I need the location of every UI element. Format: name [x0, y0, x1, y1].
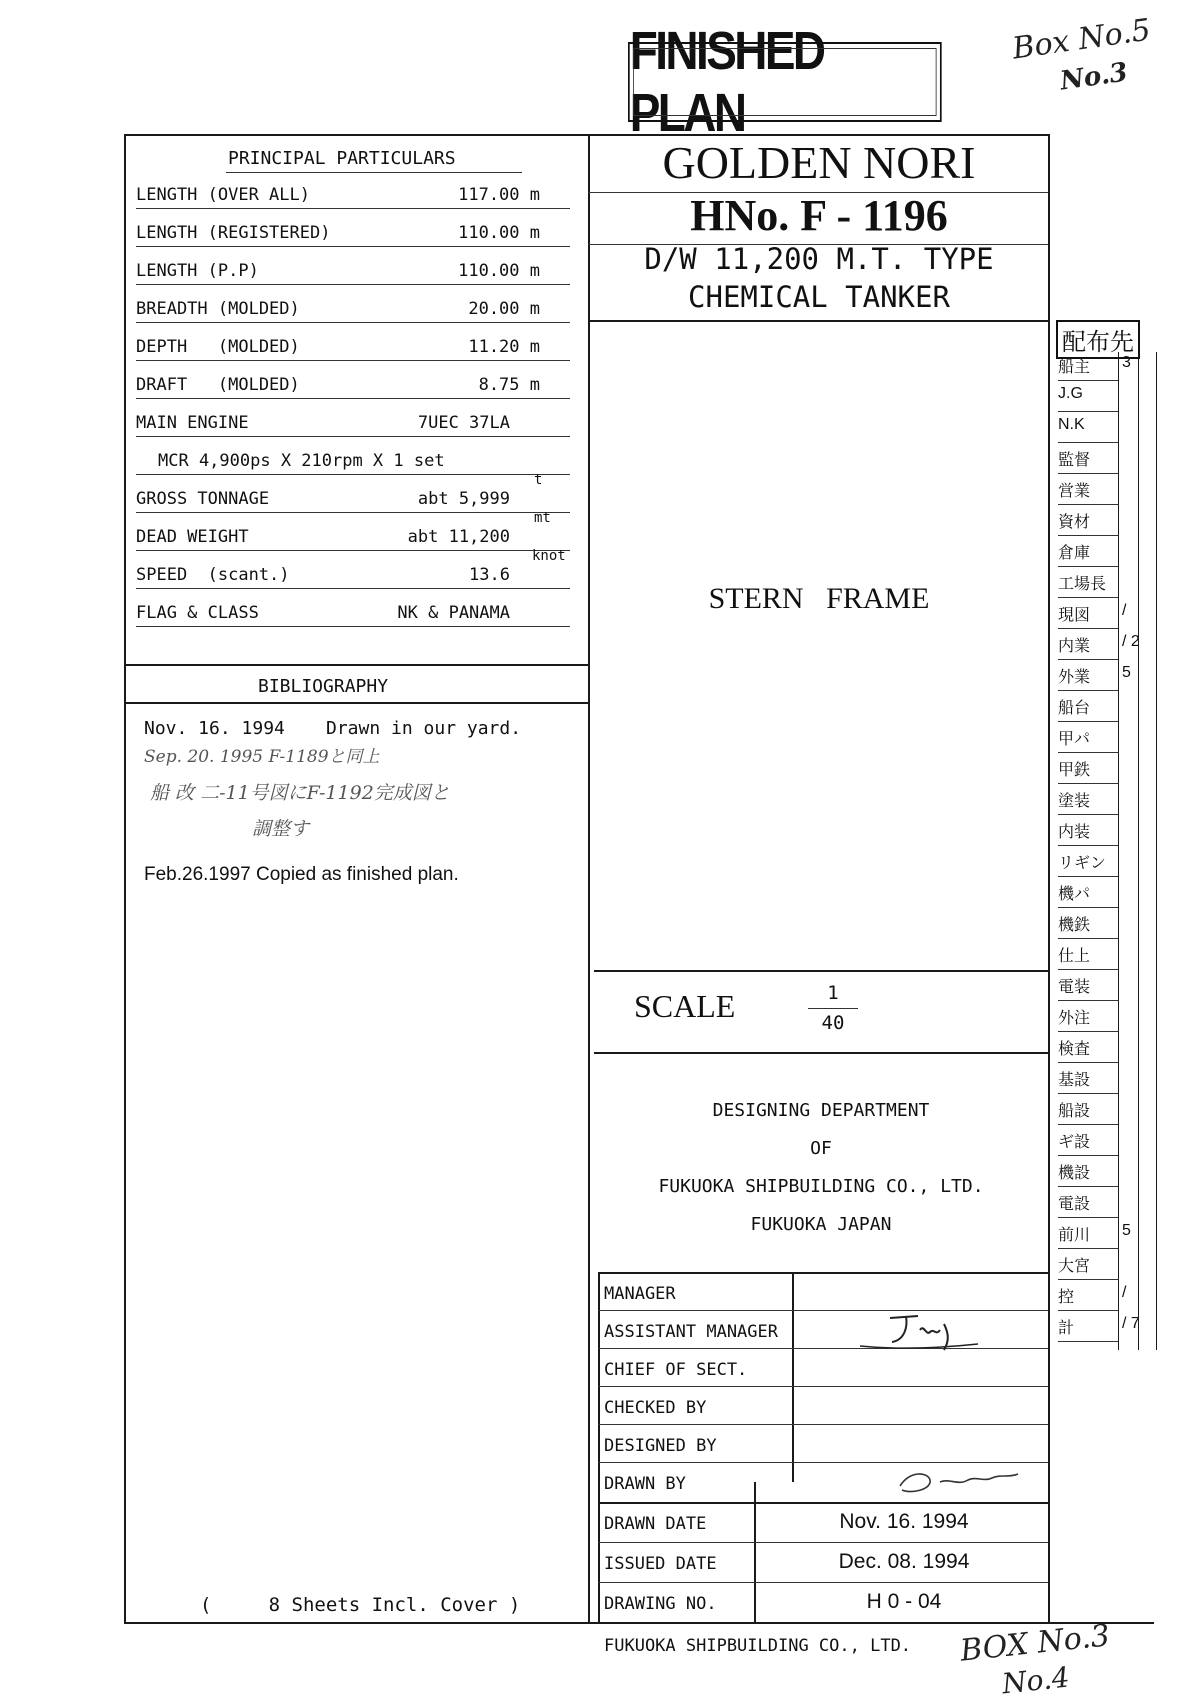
designed-by-label: DESIGNED BY — [604, 1436, 717, 1456]
sheet-count: ( 8 Sheets Incl. Cover ) — [200, 1594, 521, 1616]
distribution-item-name: 機パ — [1058, 886, 1091, 903]
principal-row-underline — [136, 322, 570, 323]
bibliography-title-line — [124, 702, 588, 704]
approvals-row-line-6 — [598, 1502, 1048, 1504]
principal-bottom-line — [124, 664, 588, 666]
principal-row-label: FLAG & CLASS — [136, 603, 259, 623]
assistant-manager-signature — [840, 1306, 990, 1356]
distribution-item — [1058, 1160, 1118, 1187]
box-note-top-2: No.3 — [1058, 57, 1130, 97]
frame-left-line — [124, 134, 126, 1623]
distribution-item-name: 現図 — [1058, 607, 1091, 624]
ship-type-line — [588, 320, 1048, 322]
stamp-inner-border — [633, 48, 936, 116]
distribution-item-count — [1122, 819, 1158, 845]
distribution-item-count — [1122, 1098, 1158, 1124]
distribution-column-line — [1118, 352, 1119, 1350]
bibliography-note-3: 調整す — [252, 818, 310, 840]
distribution-item — [1058, 571, 1118, 598]
distribution-item-count — [1122, 1067, 1158, 1093]
principal-row-value: abt 11,200 — [407, 527, 510, 547]
footer-company: FUKUOKA SHIPBUILDING CO., LTD. — [604, 1636, 912, 1656]
distribution-item-name: J.G — [1058, 385, 1083, 402]
distribution-item — [1058, 819, 1118, 846]
principal-row — [136, 330, 570, 360]
principal-row-underline — [136, 284, 570, 285]
drawn-by-label: DRAWN BY — [604, 1474, 686, 1494]
distribution-item-count — [1122, 943, 1158, 969]
distribution-item — [1058, 912, 1118, 939]
distribution-item-name: 営業 — [1058, 483, 1091, 500]
distribution-item — [1058, 664, 1118, 691]
distribution-item-count — [1122, 571, 1158, 597]
distribution-item-name: 船設 — [1058, 1103, 1091, 1120]
distribution-item — [1058, 1005, 1118, 1032]
department-line-2: OF — [810, 1138, 832, 1159]
bibliography-note-1: Sep. 20. 1995 F-1189と同上 — [144, 747, 380, 767]
principal-row-value: NK & PANAMA — [397, 603, 510, 623]
distribution-item-name: 内業 — [1058, 638, 1091, 655]
distribution-item-count — [1122, 974, 1158, 1000]
distribution-item — [1058, 602, 1118, 629]
drawn-by-signature — [880, 1460, 1030, 1500]
distribution-item — [1058, 850, 1118, 877]
bibliography-copied-note: Feb.26.1997 Copied as finished plan. — [144, 864, 459, 885]
approvals-top-line — [598, 1272, 1048, 1274]
issued-date-label: ISSUED DATE — [604, 1554, 717, 1574]
box-note-bottom-2: No.4 — [1000, 1660, 1072, 1701]
distribution-item — [1058, 881, 1118, 908]
distribution-item-count: 5 — [1122, 1222, 1131, 1239]
distribution-item-name: 大宮 — [1058, 1258, 1091, 1275]
distribution-item-count: / 2 — [1122, 633, 1140, 650]
principal-title-underline — [226, 172, 522, 173]
drawn-date-value: Nov. 16. 1994 — [839, 1510, 969, 1533]
distribution-item — [1058, 416, 1118, 443]
ship-type-line-1: D/W 11,200 M.T. TYPE — [644, 242, 994, 276]
distribution-item-name: 電装 — [1058, 979, 1091, 996]
assistant-manager-label: ASSISTANT MANAGER — [604, 1322, 778, 1342]
distribution-item — [1058, 633, 1118, 660]
department-line-3: FUKUOKA SHIPBUILDING CO., LTD. — [658, 1176, 984, 1197]
distribution-item-count — [1122, 540, 1158, 566]
distribution-item-name: 機鉄 — [1058, 917, 1091, 934]
distribution-item-count — [1122, 1253, 1158, 1279]
scale-denominator: 40 — [821, 1012, 845, 1034]
distribution-item-name: 内装 — [1058, 824, 1091, 841]
bibliography-date-1: Nov. 16. 1994 — [144, 718, 285, 739]
distribution-item-name: 電設 — [1058, 1196, 1091, 1213]
principal-row-label: MAIN ENGINE — [136, 413, 249, 433]
scale-label: SCALE — [634, 988, 736, 1024]
distribution-item — [1058, 1129, 1118, 1156]
principal-row-label: MCR 4,900ps X 210rpm X 1 set — [158, 451, 445, 471]
drawing-title: STERN FRAME — [708, 582, 930, 615]
principal-row — [136, 444, 570, 474]
distribution-item-count — [1122, 881, 1158, 907]
principal-row-value: 11.20 m — [468, 337, 540, 357]
manager-label: MANAGER — [604, 1284, 676, 1304]
distribution-item — [1058, 974, 1118, 1001]
distribution-item-name: 外注 — [1058, 1010, 1091, 1027]
distribution-header: 配布先 — [1056, 320, 1140, 359]
distribution-item — [1058, 447, 1118, 474]
distribution-item-name: 倉庫 — [1058, 545, 1091, 562]
distribution-item — [1058, 1284, 1118, 1311]
box-note-bottom: BOX No.3 — [958, 1618, 1112, 1669]
finished-plan-stamp — [628, 21, 942, 143]
distribution-item-count — [1122, 1191, 1158, 1217]
approvals-row-line-7 — [598, 1542, 1048, 1543]
distribution-item-count: / — [1122, 602, 1127, 619]
principal-row — [136, 510, 570, 550]
distribution-item-count — [1122, 1129, 1158, 1155]
principal-row-label: LENGTH (P.P) — [136, 261, 259, 281]
principal-row-underline — [136, 398, 570, 399]
distribution-item-count — [1122, 1005, 1158, 1031]
distribution-item-name: 監督 — [1058, 452, 1091, 469]
principal-row — [136, 292, 570, 322]
principal-row-value: 110.00 m — [458, 261, 540, 281]
distribution-item — [1058, 1191, 1118, 1218]
principal-row-underline — [136, 360, 570, 361]
principal-row — [136, 472, 570, 512]
principal-row-underline — [136, 246, 570, 247]
principal-row-label: BREADTH (MOLDED) — [136, 299, 300, 319]
principal-row-underline — [136, 474, 570, 475]
distribution-item-count: / 7 — [1122, 1315, 1140, 1332]
bibliography-text-1: Drawn in our yard. — [326, 718, 522, 739]
ship-name: GOLDEN NORI — [662, 137, 976, 188]
approvals-row-line-4 — [598, 1424, 1048, 1425]
principal-row-underline — [136, 208, 570, 209]
distribution-item-count — [1122, 850, 1158, 876]
distribution-item-count — [1122, 509, 1158, 535]
distribution-item-name: 基設 — [1058, 1072, 1091, 1089]
distribution-column-line — [1156, 352, 1157, 1350]
distribution-item — [1058, 1036, 1118, 1063]
principal-row — [136, 406, 570, 436]
principal-row-unit: mt — [534, 510, 551, 526]
principal-row-label: DEPTH (MOLDED) — [136, 337, 300, 357]
title-bottom-line — [594, 970, 1048, 972]
principal-row-label: GROSS TONNAGE — [136, 489, 270, 509]
distribution-item-name: 甲鉄 — [1058, 762, 1091, 779]
principal-row-value: abt 5,999 — [417, 489, 510, 509]
principal-row-label: SPEED (scant.) — [136, 565, 290, 585]
approvals-row-line-3 — [598, 1386, 1048, 1387]
distribution-item-count — [1122, 788, 1158, 814]
distribution-item — [1058, 757, 1118, 784]
distribution-item-name: 仕上 — [1058, 948, 1091, 965]
scale-fraction-bar — [808, 1008, 858, 1009]
principal-row-label: DEAD WEIGHT — [136, 527, 249, 547]
principal-row-unit: t — [534, 472, 543, 488]
principal-row-underline — [136, 626, 570, 627]
principal-row-label: DRAFT (MOLDED) — [136, 375, 300, 395]
distribution-item-name: 控 — [1058, 1289, 1075, 1306]
checked-by-label: CHECKED BY — [604, 1398, 707, 1418]
distribution-item-count — [1122, 757, 1158, 783]
issued-date-value: Dec. 08. 1994 — [838, 1550, 970, 1573]
distribution-item — [1058, 788, 1118, 815]
distribution-item-name: 船主 — [1058, 359, 1091, 376]
distribution-item-count — [1122, 695, 1158, 721]
principal-row-value: 7UEC 37LA — [417, 413, 510, 433]
department-line-1: DESIGNING DEPARTMENT — [712, 1100, 930, 1121]
frame-right-line — [1048, 134, 1050, 1623]
principal-row-underline — [136, 588, 570, 589]
principal-row-value: 117.00 m — [458, 185, 540, 205]
distribution-item-name: 塗装 — [1058, 793, 1091, 810]
distribution-item — [1058, 943, 1118, 970]
principal-row-label: LENGTH (REGISTERED) — [136, 223, 331, 243]
distribution-item-count — [1122, 726, 1158, 752]
distribution-item — [1058, 540, 1118, 567]
principal-row-underline — [136, 436, 570, 437]
distribution-item-count — [1122, 1160, 1158, 1186]
scale-numerator: 1 — [827, 982, 839, 1004]
distribution-item-count: 3 — [1122, 354, 1131, 371]
approvals-left-line — [598, 1272, 600, 1622]
principal-row — [136, 254, 570, 284]
distribution-item — [1058, 1253, 1118, 1280]
distribution-item — [1058, 385, 1118, 412]
distribution-item-name: 資材 — [1058, 514, 1091, 531]
distribution-item-name: 機設 — [1058, 1165, 1091, 1182]
distribution-item — [1058, 1315, 1118, 1342]
distribution-column-line — [1138, 352, 1139, 1350]
distribution-item — [1058, 509, 1118, 536]
principal-row — [136, 178, 570, 208]
drawing-number-label: DRAWING NO. — [604, 1594, 717, 1614]
hull-number: HNo. F - 1196 — [690, 191, 948, 240]
distribution-item-count — [1122, 478, 1158, 504]
distribution-item-name: N.K — [1058, 416, 1085, 433]
principal-row — [136, 548, 570, 588]
chief-of-section-label: CHIEF OF SECT. — [604, 1360, 748, 1380]
scale-bottom-line — [594, 1052, 1048, 1054]
drawn-date-label: DRAWN DATE — [604, 1514, 707, 1534]
stamp-text: FINISHED PLAN — [629, 21, 824, 143]
bibliography-title: BIBLIOGRAPHY — [258, 676, 389, 697]
approvals-name-divider — [792, 1272, 794, 1482]
distribution-item — [1058, 726, 1118, 753]
principal-row-underline — [136, 550, 570, 551]
distribution-item-name: 外業 — [1058, 669, 1091, 686]
principal-row-underline — [136, 512, 570, 513]
frame-mid-line — [588, 134, 590, 1623]
principal-particulars-title: PRINCIPAL PARTICULARS — [228, 148, 456, 169]
distribution-item — [1058, 1222, 1118, 1249]
distribution-item-count: 5 — [1122, 664, 1131, 681]
department-line-4: FUKUOKA JAPAN — [750, 1214, 892, 1235]
distribution-item-name: 甲パ — [1058, 731, 1091, 748]
distribution-item-count: / — [1122, 1284, 1127, 1301]
principal-row-value: 8.75 m — [478, 375, 540, 395]
principal-row-value: 110.00 m — [458, 223, 540, 243]
ship-type-line-2: CHEMICAL TANKER — [688, 280, 950, 314]
distribution-item — [1058, 1067, 1118, 1094]
principal-row-label: LENGTH (OVER ALL) — [136, 185, 310, 205]
distribution-item-count — [1122, 416, 1158, 442]
distribution-item-name: 船台 — [1058, 700, 1091, 717]
distribution-item-count — [1122, 912, 1158, 938]
distribution-item-count — [1122, 385, 1158, 411]
bibliography-note-2: 船 改 二-11号図にF-1192完成図と — [150, 782, 450, 804]
approvals-row-line-8 — [598, 1582, 1048, 1583]
distribution-item-name: 前川 — [1058, 1227, 1091, 1244]
distribution-item-name: ギ設 — [1058, 1134, 1091, 1151]
distribution-item-count — [1122, 447, 1158, 473]
principal-row-unit: knot — [532, 548, 566, 564]
distribution-item-name: 工場長 — [1058, 576, 1107, 593]
frame-bottom-line — [124, 1622, 1154, 1624]
distribution-item-name: 計 — [1058, 1320, 1075, 1337]
distribution-item — [1058, 354, 1118, 381]
distribution-item-name: リギン — [1058, 855, 1106, 872]
principal-row-value: 20.00 m — [468, 299, 540, 319]
distribution-item-count — [1122, 1036, 1158, 1062]
distribution-item-name: 検査 — [1058, 1041, 1091, 1058]
distribution-item — [1058, 478, 1118, 505]
principal-row — [136, 596, 570, 626]
drawing-number-value: H 0 - 04 — [866, 1590, 942, 1613]
principal-row-value: 13.6 — [469, 565, 510, 585]
distribution-item — [1058, 695, 1118, 722]
distribution-item — [1058, 1098, 1118, 1125]
principal-row — [136, 216, 570, 246]
principal-row — [136, 368, 570, 398]
box-note-top: Box No.5 — [1010, 12, 1153, 67]
